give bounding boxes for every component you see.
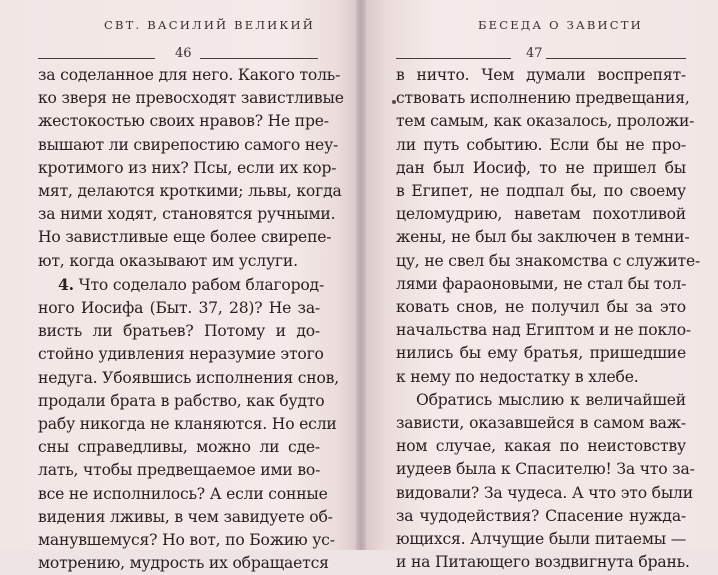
text-line: видовали? За чудеса. А что это были xyxy=(396,483,693,502)
text-line: недуга. Убоявшись исполнения снов, xyxy=(38,368,339,387)
text-line: цу, не свел бы знакомства с служите- xyxy=(396,251,701,270)
text-line: ствовать исполнению предвещания, xyxy=(396,89,690,108)
text-line: целомудрию, наветам похотливой xyxy=(396,205,686,224)
text-line: Но завистливые еще более свирепе- xyxy=(38,228,332,247)
text-line: начальства над Египтом и не покло- xyxy=(396,321,691,340)
text-line: ко зверя не превосходят завистливые xyxy=(38,89,344,108)
text-line: лать, чтобы предвещаемое ими во- xyxy=(38,461,321,480)
text-line: жены, не был бы заключен в темни- xyxy=(396,228,690,247)
text-line: сны справедливы, можно ли сде- xyxy=(38,438,320,457)
text-line: висть ли братьев? Потому и до- xyxy=(38,322,320,341)
text-line: ющихся. Алчущие были питаемы — xyxy=(396,530,687,549)
text-line: мят, делаются кроткими; львы, когда xyxy=(38,182,342,201)
text-line: в Египет, не подпал бы, по своему xyxy=(396,182,686,201)
right-page xyxy=(366,0,718,572)
text-line: вышают ли свирепостию самого неу- xyxy=(38,135,339,154)
text-line: тем самым, как оказалось, проложи- xyxy=(396,112,695,131)
left-header-rule xyxy=(38,58,155,59)
text-line: мотрению, мудрость их обращается xyxy=(38,554,329,573)
text-line: за ними ходят, становятся ручными. xyxy=(38,205,336,224)
left-page-text xyxy=(38,64,344,575)
text-line: видения лживы, в чем завидуете об- xyxy=(38,507,333,526)
text-line-paragraph-start: Обратись мыслию к величайшей xyxy=(416,390,686,409)
right-running-head: БЕСЕДА О ЗАВИСТИ xyxy=(478,18,643,32)
text-line: рабу никогда не кланяются. Но если xyxy=(38,415,337,434)
left-running-head: СВТ. ВАСИЛИЙ ВЕЛИКИЙ xyxy=(104,18,315,32)
text-line: ковать снов, не получил бы за это xyxy=(396,298,686,317)
text-line: иудеев была к Спасителю! За что за- xyxy=(396,460,695,479)
text-line: лями фараоновыми, не стал бы тол- xyxy=(396,274,687,293)
text-line: в ничто. Чем думали воспрепят- xyxy=(396,66,686,84)
text-line: ном случае, какая по неистовству xyxy=(396,437,686,456)
text-line: к нему по недостатку в хлебе. xyxy=(396,367,639,386)
text-line: манувшемуся? Но вот, по Божию ус- xyxy=(38,531,335,550)
text-line: за соделанное для него. Какого толь- xyxy=(38,66,341,84)
text-line: дан был Иосиф, то не пришел бы xyxy=(396,158,686,177)
paper-speck xyxy=(392,100,396,104)
right-page-text xyxy=(396,64,701,574)
left-header-rule-right xyxy=(200,58,318,59)
right-header-rule-right xyxy=(546,58,686,59)
left-page xyxy=(0,0,356,573)
text-line: продали брата в рабство, как будто xyxy=(38,391,325,410)
right-page-number: 47 xyxy=(526,46,543,61)
book-gutter xyxy=(356,0,366,550)
text-line: жестокостью своих нравов? Не пре- xyxy=(38,112,329,131)
text-line: зависти, оказавшейся в самом важ- xyxy=(396,414,686,433)
section-first-line: Что соделало рабом благород- xyxy=(78,275,325,294)
text-line: ного Иосифа (Быт. 37, 28)? Не за- xyxy=(38,299,320,318)
text-line: нились бы ему братья, пришедшие xyxy=(396,344,686,363)
text-line: ют, когда оказывают им услуги. xyxy=(38,251,298,270)
text-line: все не исполнилось? А если сонные xyxy=(38,484,328,503)
right-header-rule xyxy=(396,58,511,59)
text-line: и на Питающего воздвигнута брань. xyxy=(396,553,690,572)
text-line-section-start xyxy=(38,273,325,297)
text-line: за чудодействия? Спасение нужда- xyxy=(396,506,686,525)
left-page-number: 46 xyxy=(175,46,192,61)
text-line: ли путь событию. Если бы не про- xyxy=(396,135,686,154)
section-number: 4. xyxy=(58,274,74,294)
text-line: кротимого из них? Псы, если их кор- xyxy=(38,158,337,177)
text-line: стойно удивления неразумие этого xyxy=(38,345,324,364)
